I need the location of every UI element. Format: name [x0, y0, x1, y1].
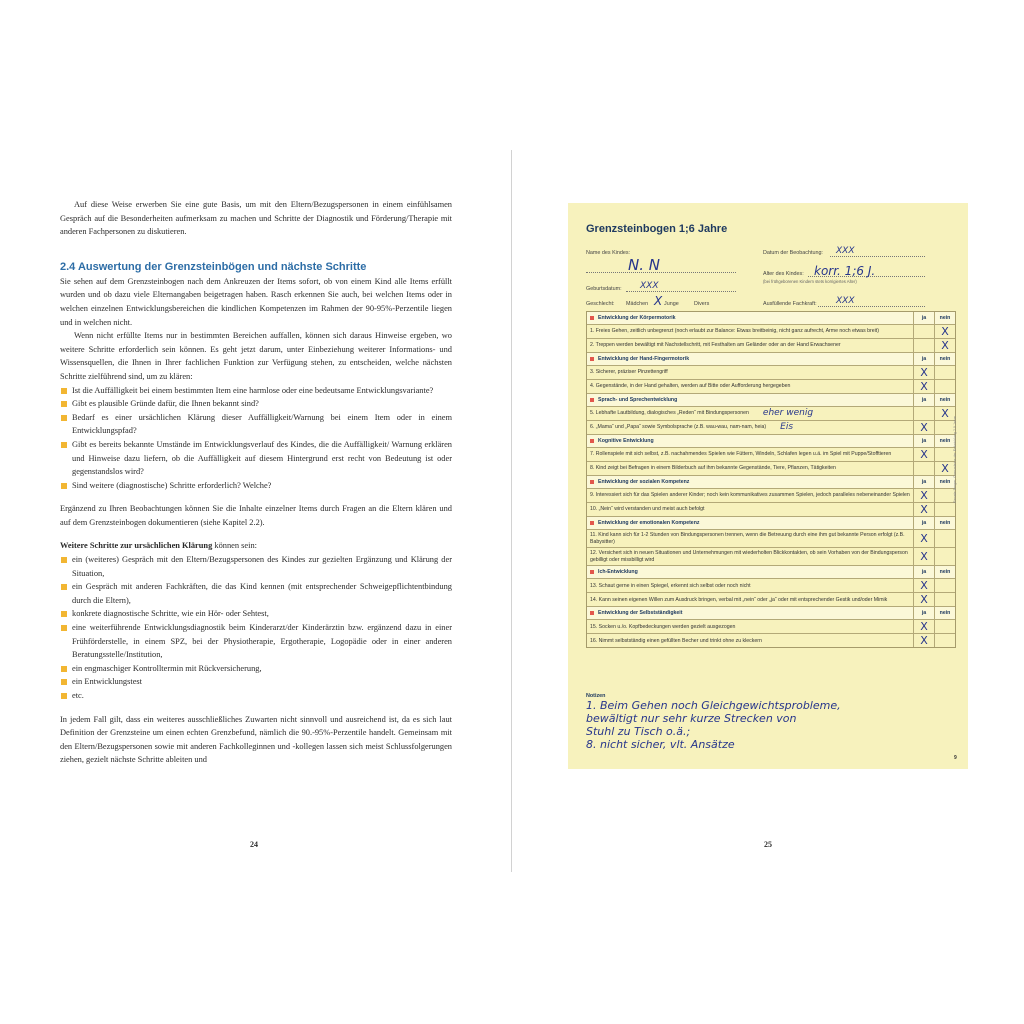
steps-intro-rest: können sein: — [212, 541, 257, 551]
date-value[interactable]: XXX — [836, 246, 855, 256]
no-cell[interactable]: X — [934, 325, 955, 338]
yes-cell[interactable]: X — [913, 593, 934, 606]
age-value[interactable]: korr. 1;6 J. — [814, 264, 876, 278]
gender-option-boy[interactable]: Junge — [664, 301, 679, 307]
page-gutter — [511, 150, 512, 872]
yes-cell[interactable] — [913, 407, 934, 420]
date-line — [830, 256, 925, 257]
yes-cell[interactable]: X — [913, 620, 934, 633]
section-header-row: Ich-Entwicklung ja nein — [587, 566, 955, 579]
no-cell[interactable] — [934, 593, 955, 606]
table-row: 11. Kind kann sich für 1-2 Stunden von Bindungspersonen trennen, wenn die Betreuung durch eine ihm gut bekannte Person erfolgt (z.B. Babysitter) X — [587, 530, 955, 548]
no-cell[interactable] — [934, 634, 955, 647]
gender-option-girl[interactable]: Mädchen — [626, 301, 649, 307]
steps-intro-bold: Weitere Schritte zur ursächlichen Klärung — [60, 541, 213, 551]
no-cell[interactable]: X — [934, 407, 955, 420]
list-item: ein engmaschiger Kontrolltermin mit Rückversicherung, — [60, 662, 452, 676]
notes-line: bewältigt nur sehr kurze Strecken von — [586, 712, 797, 725]
left-page — [60, 198, 452, 767]
date-label: Datum der Beobachtung: — [763, 250, 823, 256]
no-cell[interactable] — [934, 579, 955, 592]
grenzsteinbogen-form — [568, 203, 968, 769]
section-heading: 2.4 Auswertung der Grenzsteinbögen und nächste Schritte — [60, 260, 367, 273]
section-header-row: Entwicklung der sozialen Kompetenz ja nein — [587, 476, 955, 489]
yes-cell[interactable]: X — [913, 579, 934, 592]
table-row: 16. Nimmt selbstständig einen gefüllten Becher und trinkt ohne zu kleckern X — [587, 634, 955, 647]
milestone-table — [586, 311, 956, 648]
list-item: Bedarf es einer ursächlichen Klärung dieser Auffälligkeit/Warnung bei einem Item oder in einem Entwicklungspfad? — [60, 411, 452, 438]
age-label: Alter des Kindes: — [763, 271, 804, 277]
table-row: 4. Gegenstände, in der Hand gehalten, werden auf Bitte oder Aufforderung hergegeben X — [587, 380, 955, 394]
table-row: 14. Kann seinen eigenen Willen zum Ausdruck bringen, verbal mit „nein“ oder „ja“ oder mit entsprechender Gestik und/oder Mimik X — [587, 593, 955, 607]
table-row: 3. Sicherer, präziser Pinzettengriff X — [587, 366, 955, 380]
form-title: Grenzsteinbogen 1;6 Jahre — [586, 223, 728, 235]
steps-intro — [60, 539, 452, 553]
table-row: 1. Freies Gehen, zeitlich unbegrenzt (noch erlaubt zur Balance: Etwas breitbeinig, nicht ganz aufrecht, Arme noch etwas breit) X — [587, 325, 955, 339]
table-row: 15. Socken u./o. Kopfbedeckungen werden gezielt ausgezogen X — [587, 620, 955, 634]
section-header-row: Entwicklung der Körpermotorik ja nein — [587, 312, 955, 325]
paragraph-2: Wenn nicht erfüllte Items nur in bestimmten Bereichen auffallen, können sich daraus Hinweise ergeben, wo weitere Schritte erforderlich sein können. Es geht jetzt darum, unter Einbeziehung weiterer Informations- und Wissensquellen, die Ihnen in Ihrer fachlichen Funktion zur Verfügung stehen, zu entscheiden, welche nächsten Schritte zielführend sind, um zu klären: — [60, 331, 452, 381]
yes-cell[interactable]: X — [913, 530, 934, 547]
section-header-row: Entwicklung der Selbstständigkeit ja nein — [587, 607, 955, 620]
table-row: 10. „Nein“ wird verstanden und meist auch befolgt X — [587, 503, 955, 517]
list-item: Sind weitere (diagnostische) Schritte erforderlich? Welche? — [60, 479, 452, 493]
staff-label: Ausfüllende Fachkraft: — [763, 301, 817, 307]
table-row: 5. Lebhafte Lautbildung, dialogisches „Reden“ mit Bindungspersonen eher wenig X — [587, 407, 955, 421]
table-row: 12. Versichert sich in neuen Situationen und Unternehmungen mit wiederholten Blickkontakten, ob sein Vorhaben von der Bindungsperson gebilligt oder missbilligt wird X — [587, 548, 955, 566]
section-header-row: Entwicklung der emotionalen Kompetenz ja nein — [587, 517, 955, 530]
gender-option-diverse[interactable]: Divers — [694, 301, 710, 307]
table-row: 2. Treppen werden bewältigt mit Nachstellschritt, mit Festhalten am Geländer oder an der Hand Erwachsener X — [587, 339, 955, 353]
list-item: eine weiterführende Entwicklungsdiagnostik beim Kinderarzt/der Kinderärztin bzw. ergänzend dazu in einer Frühförderstelle, in einem SPZ, bei der Physiotherapie, Ergotherapie, Logopädie oder in einer anderen Beratungsstelle/Institution, — [60, 621, 452, 662]
name-line — [586, 272, 736, 273]
yes-cell[interactable] — [913, 339, 934, 352]
section-header-row: Sprach- und Sprechentwicklung ja nein — [587, 394, 955, 407]
page-number-right: 25 — [764, 840, 772, 849]
intro-paragraph: Auf diese Weise erwerben Sie eine gute Basis, um mit den Eltern/Bezugspersonen in einem einfühlsamen Gespräch auf die Besonderheiten aufmerksam zu machen und Schritte der Diagnostik und Förderung/Therapie mit anderen Fachpersonen zu diskutieren. — [60, 200, 452, 237]
section-header-row: Entwicklung der Hand-Fingermotorik ja nein — [587, 353, 955, 366]
table-row: 8. Kind zeigt bei Befragen in einem Bilderbuch auf ihm bekannte Gegenstände, Tiere, Pflanzen, Tätigkeiten X — [587, 462, 955, 476]
no-cell[interactable] — [934, 489, 955, 502]
birth-label: Geburtsdatum: — [586, 286, 622, 292]
age-note: (bei frühgeborenen Kindern stets korrigiertes Alter) — [763, 279, 857, 284]
paragraph-1: Sie sehen auf dem Grenzsteinbogen nach dem Ankreuzen der Items sofort, ob von einem Kind alle Items erfüllt wurden und ob dazu viele Elternangaben beigetragen haben. Rasch erkennen Sie auch, bei welchen Items oder in welchen einzelnen Entwicklungsbereichen die kindlichen Kompetenzen im Rahmen der 90-95%-Perzentile liegen und in welchen nicht. — [60, 276, 452, 327]
table-row: 7. Rollenspiele mit sich selbst, z.B. nachahmendes Spielen wie Füttern, Windeln, Schlafen legen u.ä. im Spiel mit Puppe/Stofftieren X — [587, 448, 955, 462]
gender-mark: X — [654, 294, 663, 308]
gender-label: Geschlecht: — [586, 301, 615, 307]
list-item: Gibt es plausible Gründe dafür, die Ihnen bekannt sind? — [60, 397, 452, 411]
yes-cell[interactable]: X — [913, 366, 934, 379]
no-cell[interactable] — [934, 380, 955, 393]
yes-cell[interactable]: X — [913, 380, 934, 393]
no-cell[interactable] — [934, 503, 955, 516]
notes-line: 1. Beim Gehen noch Gleichgewichtsprobleme, — [586, 699, 841, 712]
no-cell[interactable] — [934, 548, 955, 565]
yes-cell[interactable]: X — [913, 548, 934, 565]
list-item: ein Entwicklungstest — [60, 675, 452, 689]
staff-value[interactable]: XXX — [836, 296, 855, 306]
no-cell[interactable] — [934, 620, 955, 633]
no-cell[interactable]: X — [934, 462, 955, 475]
no-cell[interactable] — [934, 448, 955, 461]
yes-cell[interactable]: X — [913, 503, 934, 516]
yes-cell[interactable]: X — [913, 448, 934, 461]
table-row: 6. „Mama“ und „Papa“ sowie Symbolsprache (z.B. wau-wau, nam-nam, heia) Eis X — [587, 421, 955, 435]
list-item: ein Gespräch mit anderen Fachkräften, die das Kind kennen (mit entsprechender Schweigepflichtentbindung durch die Eltern), — [60, 580, 452, 607]
no-cell[interactable]: X — [934, 339, 955, 352]
yes-cell[interactable] — [913, 462, 934, 475]
birth-value[interactable]: XXX — [640, 281, 659, 291]
page-number-left: 24 — [250, 840, 258, 849]
notes-line: 8. nicht sicher, vlt. Ansätze — [586, 738, 735, 751]
paragraph-4: In jedem Fall gilt, dass ein weiteres ausschließliches Zuwarten nicht sinnvoll und ausreichend ist, da es sich laut Definition der Grenzsteine um einen echten Grenzbefund, nämlich die 90.-95%-Perzentile handelt. Gemeinsam mit den Eltern/Bezugspersonen sowie mit anderen Fachkolleginnen und -kollegen lassen sich meist Schlussfolgerungen ziehen, gezielt nächste Schritte ableiten und — [60, 714, 452, 765]
no-cell[interactable] — [934, 530, 955, 547]
name-value[interactable]: N. N — [628, 256, 660, 274]
yes-cell[interactable]: X — [913, 489, 934, 502]
list-item: Gibt es bereits bekannte Umstände im Entwicklungsverlauf des Kindes, die die Auffälligkeit/ Warnung erklären und Hinweise dazu liefern, ob die Auffälligkeit auf diesem Hintergrund erst recht von Bedeutung ist oder gegenstandslos wird? — [60, 438, 452, 479]
no-cell[interactable] — [934, 366, 955, 379]
list-item: ein (weiteres) Gespräch mit den Eltern/Bezugspersonen des Kindes zur gezielten Ergänzung und Klärung der Situation, — [60, 553, 452, 580]
form-side-credit: Renate Berger, Grenzsteine der Entwicklung 2.0 Jahre — [953, 416, 957, 503]
handwritten-note: eher wenig — [762, 408, 814, 419]
notes-section[interactable] — [586, 693, 954, 751]
yes-cell[interactable]: X — [913, 421, 934, 434]
birth-line — [626, 291, 736, 292]
staff-line — [818, 306, 925, 307]
question-list — [60, 384, 452, 493]
table-row: 13. Schaut gerne in einen Spiegel, erkennt sich selbst oder noch nicht X — [587, 579, 955, 593]
list-item: konkrete diagnostische Schritte, wie ein Hör- oder Sehtest, — [60, 607, 452, 621]
notes-label: Notizen — [586, 693, 606, 699]
handwritten-note: Eis — [780, 422, 794, 433]
notes-line: Stuhl zu Tisch o.ä.; — [586, 725, 691, 738]
form-page-number: 9 — [954, 755, 957, 761]
list-item: etc. — [60, 689, 452, 703]
name-label: Name des Kindes: — [586, 250, 631, 256]
list-item: Ist die Auffälligkeit bei einem bestimmten Item eine harmlose oder eine bedeutsame Entwicklungsvariante? — [60, 384, 452, 398]
yes-cell[interactable]: X — [913, 634, 934, 647]
section-header-row: Kognitive Entwicklung ja nein — [587, 435, 955, 448]
steps-list — [60, 553, 452, 703]
table-row: 9. Interessiert sich für das Spielen anderer Kinder; noch kein kommunikatives zusammen Spielen, jedoch paralleles nebeneinander Spielen X — [587, 489, 955, 503]
no-cell[interactable] — [934, 421, 955, 434]
paragraph-3: Ergänzend zu Ihren Beobachtungen können Sie die Inhalte einzelner Items durch Fragen an die Eltern klären und auf dem Grenzsteinbogen dokumentieren (siehe Kapitel 2.2). — [60, 504, 452, 527]
yes-cell[interactable] — [913, 325, 934, 338]
